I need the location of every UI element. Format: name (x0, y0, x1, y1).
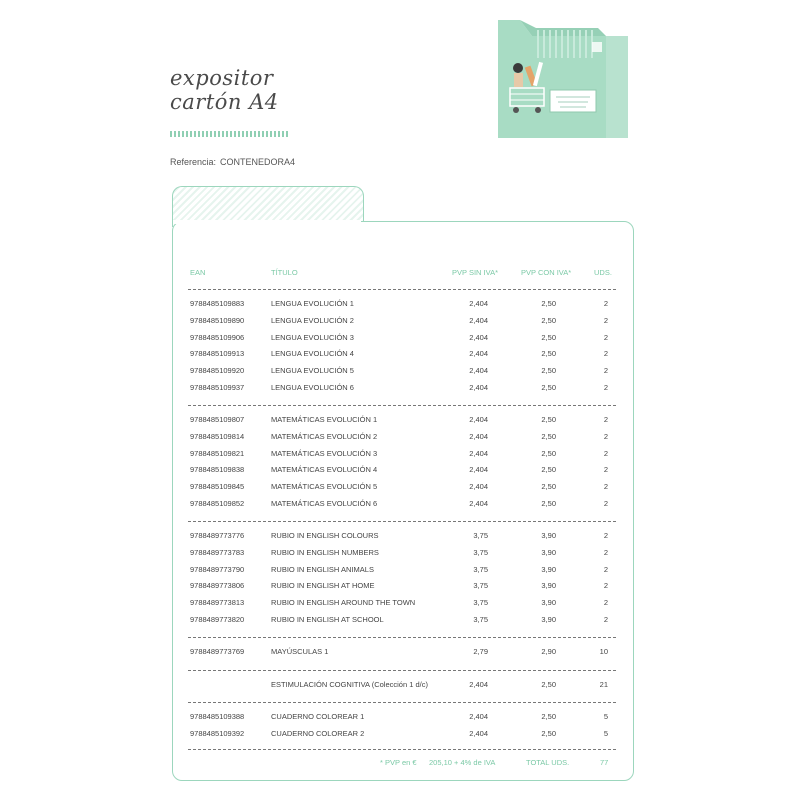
cell-uds: 2 (603, 531, 608, 540)
cell-ean: 9788485109814 (190, 431, 245, 441)
cell-pvp-sin: 3,75 (473, 581, 488, 591)
cell-titulo: MATEMÁTICAS EVOLUCIÓN 5 (271, 482, 378, 492)
cell-ean: 9788485109913 (190, 349, 245, 359)
cell-uds: 2 (603, 366, 608, 376)
table-row (0, 598, 800, 615)
cell-titulo: LENGUA EVOLUCIÓN 4 (271, 349, 354, 359)
footer-pvp-note: * PVP en € (380, 758, 417, 767)
table-row (0, 299, 800, 316)
footer-total-value: 205,10 + 4% de IVA (429, 758, 496, 767)
cell-pvp-con: 2,50 (541, 712, 556, 721)
cell-pvp-sin: 3,75 (473, 547, 488, 557)
cell-uds: 2 (603, 499, 608, 508)
table-row (0, 531, 800, 548)
table-row (0, 712, 800, 729)
cell-pvp-sin: 2,404 (469, 465, 488, 475)
table-divider (188, 670, 616, 671)
cell-pvp-con: 2,50 (541, 680, 556, 689)
cell-ean: 9788489773783 (190, 547, 245, 557)
cell-ean: 9788485109890 (190, 315, 245, 325)
cell-uds: 5 (603, 712, 608, 721)
cell-titulo: RUBIO IN ENGLISH COLOURS (271, 531, 379, 540)
cell-pvp-con: 3,90 (541, 531, 556, 540)
cell-uds: 2 (603, 315, 608, 325)
table-divider (188, 637, 616, 638)
cell-titulo: LENGUA EVOLUCIÓN 5 (271, 366, 354, 376)
cell-ean: 9788485109852 (190, 499, 245, 508)
header-uds: UDS. (594, 268, 612, 277)
table-divider (188, 405, 616, 406)
table-row (0, 449, 800, 466)
cell-ean: 9788485109845 (190, 482, 245, 492)
cell-ean: 9788485109883 (190, 299, 245, 308)
cell-titulo: MATEMÁTICAS EVOLUCIÓN 4 (271, 465, 378, 475)
cell-pvp-sin: 2,404 (469, 299, 488, 308)
table-row (0, 482, 800, 499)
table-row (0, 729, 800, 746)
cell-pvp-sin: 2,404 (469, 366, 488, 376)
cell-pvp-con: 2,50 (541, 332, 556, 342)
cell-uds: 2 (603, 349, 608, 359)
table-row (0, 565, 800, 582)
table-divider (188, 702, 616, 703)
cell-pvp-sin: 3,75 (473, 598, 488, 608)
cell-uds: 10 (599, 647, 608, 656)
cell-pvp-sin: 2,79 (473, 647, 488, 656)
cell-pvp-con: 2,50 (541, 728, 556, 738)
table-row (0, 316, 800, 333)
cell-ean: 9788485109821 (190, 448, 245, 458)
cell-ean: 9788485109838 (190, 465, 245, 475)
cell-titulo: MATEMÁTICAS EVOLUCIÓN 2 (271, 431, 378, 441)
cell-pvp-sin: 3,75 (473, 564, 488, 574)
cell-ean: 9788485109920 (190, 366, 245, 376)
cell-pvp-con: 3,90 (541, 564, 556, 574)
reference-value: CONTENEDORA4 (220, 157, 296, 167)
title-underline (170, 131, 288, 137)
title-line-1: expositor (170, 66, 274, 90)
cell-pvp-con: 3,90 (541, 581, 556, 591)
table-row (0, 366, 800, 383)
cell-pvp-con: 2,50 (541, 299, 556, 308)
cell-ean: 9788489773790 (190, 564, 245, 574)
reference (170, 157, 299, 167)
table-row (0, 499, 800, 516)
cell-pvp-sin: 2,404 (469, 315, 488, 325)
cell-uds: 5 (603, 728, 608, 738)
cell-pvp-sin: 2,404 (469, 499, 488, 508)
cell-titulo: MATEMÁTICAS EVOLUCIÓN 3 (271, 448, 378, 458)
cell-titulo: LENGUA EVOLUCIÓN 3 (271, 332, 354, 342)
cell-ean: 9788485109807 (190, 415, 245, 424)
cell-ean: 9788489773806 (190, 581, 245, 591)
cell-pvp-sin: 2,404 (469, 728, 488, 738)
cell-pvp-sin: 2,404 (469, 349, 488, 359)
cell-ean: 9788485109937 (190, 383, 245, 392)
cell-uds: 2 (603, 598, 608, 608)
cell-uds: 2 (603, 465, 608, 475)
cell-pvp-con: 2,50 (541, 383, 556, 392)
cell-uds: 2 (603, 547, 608, 557)
cell-ean: 9788489773813 (190, 598, 245, 608)
cell-pvp-con: 3,90 (541, 598, 556, 608)
cell-titulo: ESTIMULACIÓN COGNITIVA (Colección 1 d/c) (271, 680, 428, 689)
cell-ean: 9788485109392 (190, 728, 245, 738)
page-title (170, 66, 279, 114)
header-titulo: TÍTULO (271, 268, 298, 277)
table-row (0, 680, 800, 697)
cell-uds: 21 (599, 680, 608, 689)
title-line-2: cartón A4 (170, 90, 279, 114)
cell-pvp-con: 2,50 (541, 499, 556, 508)
cell-ean: 9788485109906 (190, 332, 245, 342)
header-ean: EAN (190, 268, 206, 277)
cell-titulo: RUBIO IN ENGLISH AT SCHOOL (271, 615, 384, 624)
table-divider (188, 749, 616, 750)
footer-total-label: TOTAL UDS. (526, 758, 570, 767)
cell-uds: 2 (603, 415, 608, 424)
cell-ean: 9788485109388 (190, 712, 245, 721)
table-divider (188, 289, 616, 290)
cell-pvp-con: 3,90 (541, 547, 556, 557)
cell-pvp-con: 2,50 (541, 448, 556, 458)
cell-titulo: CUADERNO COLOREAR 2 (271, 728, 365, 738)
cell-pvp-sin: 2,404 (469, 332, 488, 342)
cell-pvp-sin: 2,404 (469, 383, 488, 392)
cell-titulo: LENGUA EVOLUCIÓN 6 (271, 383, 354, 392)
cell-titulo: RUBIO IN ENGLISH AT HOME (271, 581, 375, 591)
cell-uds: 2 (603, 448, 608, 458)
table-row (0, 581, 800, 598)
cell-uds: 2 (603, 383, 608, 392)
cell-titulo: CUADERNO COLOREAR 1 (271, 712, 365, 721)
cell-titulo: MATEMÁTICAS EVOLUCIÓN 1 (271, 415, 378, 424)
table-divider (188, 521, 616, 522)
header-pvp-sin-iva: PVP SIN IVA* (452, 268, 498, 277)
cell-pvp-sin: 2,404 (469, 680, 488, 689)
display-box-illustration (498, 18, 628, 138)
cell-pvp-con: 2,50 (541, 465, 556, 475)
table-row (0, 647, 800, 664)
cell-ean: 9788489773776 (190, 531, 245, 540)
cell-pvp-con: 2,50 (541, 431, 556, 441)
table-row (0, 349, 800, 366)
cell-uds: 2 (603, 581, 608, 591)
cell-titulo: LENGUA EVOLUCIÓN 1 (271, 299, 354, 308)
header-pvp-con-iva: PVP CON IVA* (521, 268, 572, 277)
cell-uds: 2 (603, 482, 608, 492)
table-row (0, 383, 800, 400)
table-row (0, 548, 800, 565)
cell-titulo: RUBIO IN ENGLISH AROUND THE TOWN (271, 598, 416, 608)
cell-pvp-con: 2,50 (541, 366, 556, 376)
cell-uds: 2 (603, 564, 608, 574)
cell-pvp-con: 2,50 (541, 315, 556, 325)
cell-ean: 9788489773769 (190, 647, 245, 656)
cell-pvp-sin: 3,75 (473, 531, 488, 540)
cell-uds: 2 (603, 332, 608, 342)
cell-pvp-con: 2,50 (541, 482, 556, 492)
cell-pvp-sin: 2,404 (469, 431, 488, 441)
cell-pvp-sin: 2,404 (469, 448, 488, 458)
cell-pvp-sin: 2,404 (469, 415, 488, 424)
footer-total-units: 77 (600, 758, 609, 767)
cell-pvp-sin: 2,404 (469, 712, 488, 721)
cell-pvp-con: 3,90 (541, 615, 556, 624)
cell-ean: 9788489773820 (190, 615, 245, 624)
cell-uds: 2 (603, 431, 608, 441)
table-row (0, 333, 800, 350)
table-row (0, 432, 800, 449)
cell-titulo: LENGUA EVOLUCIÓN 2 (271, 315, 354, 325)
cell-titulo: RUBIO IN ENGLISH NUMBERS (271, 547, 379, 557)
cell-titulo: MAYÚSCULAS 1 (271, 647, 329, 656)
cell-uds: 2 (603, 615, 608, 624)
cell-pvp-sin: 2,404 (469, 482, 488, 492)
table-row (0, 465, 800, 482)
cell-titulo: RUBIO IN ENGLISH ANIMALS (271, 564, 374, 574)
cell-pvp-con: 2,50 (541, 349, 556, 359)
table-row (0, 615, 800, 632)
cell-titulo: MATEMÁTICAS EVOLUCIÓN 6 (271, 499, 378, 508)
cell-pvp-con: 2,90 (541, 647, 556, 656)
reference-label: Referencia: (170, 157, 217, 167)
cell-pvp-sin: 3,75 (473, 615, 488, 624)
table-row (0, 415, 800, 432)
cell-uds: 2 (603, 299, 608, 308)
cell-pvp-con: 2,50 (541, 415, 556, 424)
